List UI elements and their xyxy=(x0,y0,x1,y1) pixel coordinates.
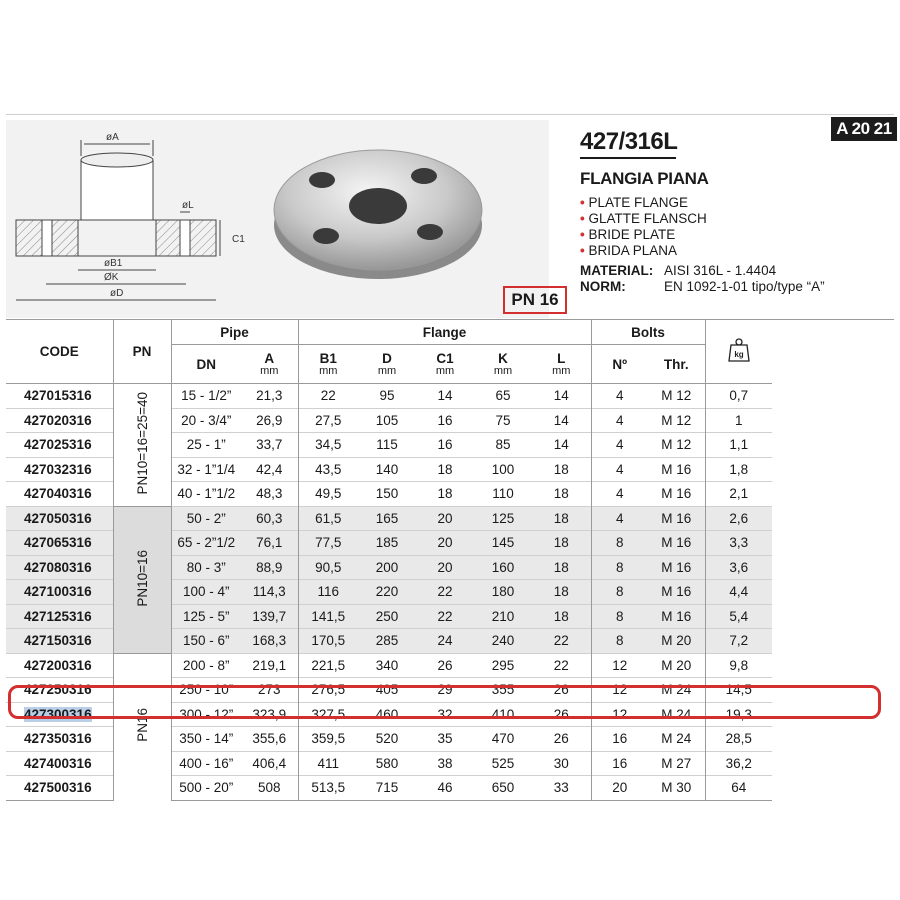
header-c1-label: C1 xyxy=(436,351,454,366)
cell-n: 4 xyxy=(591,433,648,458)
cell-b1: 90,5 xyxy=(298,555,358,580)
cell-d: 715 xyxy=(358,776,416,801)
cell-thr: M 20 xyxy=(648,653,705,678)
cell-d: 520 xyxy=(358,727,416,752)
cell-a: 139,7 xyxy=(241,604,298,629)
cell-thr: M 24 xyxy=(648,727,705,752)
code-text: 427400316 xyxy=(24,755,92,771)
cell-a: 168,3 xyxy=(241,629,298,654)
product-code-title: 427/316L xyxy=(580,128,678,155)
cell-b1: 49,5 xyxy=(298,482,358,507)
cell-c1: 16 xyxy=(416,433,474,458)
cell-code xyxy=(6,751,113,776)
translation-de: • GLATTE FLANSCH xyxy=(580,211,707,227)
cell-kg: 2,1 xyxy=(705,482,772,507)
unit-mm: mm xyxy=(377,365,397,377)
cell-d: 95 xyxy=(358,384,416,409)
cell-l: 18 xyxy=(532,580,591,605)
label-a: øA xyxy=(106,132,119,143)
cell-l: 18 xyxy=(532,457,591,482)
header-dn xyxy=(171,345,241,384)
flange-section-diagram xyxy=(6,120,264,318)
material-label: MATERIAL: xyxy=(580,263,654,278)
header-n: Nº xyxy=(591,345,648,384)
cell-kg: 1 xyxy=(705,408,772,433)
header-a xyxy=(241,345,298,384)
cell-dn: 100 - 4” xyxy=(171,580,241,605)
norm-spec xyxy=(580,279,825,294)
cell-l: 18 xyxy=(532,482,591,507)
norm-label: NORM: xyxy=(580,279,626,294)
translation-en: • PLATE FLANGE xyxy=(580,195,707,211)
cell-n: 8 xyxy=(591,531,648,556)
cell-code xyxy=(6,506,113,531)
cell-code xyxy=(6,580,113,605)
header-l xyxy=(532,345,591,384)
cell-thr: M 20 xyxy=(648,629,705,654)
code-text: 427050316 xyxy=(24,510,92,526)
cell-l: 30 xyxy=(532,751,591,776)
cell-n: 12 xyxy=(591,678,648,703)
cell-thr: M 27 xyxy=(648,751,705,776)
cell-a: 88,9 xyxy=(241,555,298,580)
header-d-label: D xyxy=(382,351,392,366)
pn-group-label: PN16 xyxy=(134,708,150,743)
cell-kg: 19,3 xyxy=(705,702,772,727)
cell-a: 48,3 xyxy=(241,482,298,507)
cell-a: 406,4 xyxy=(241,751,298,776)
code-text: 427350316 xyxy=(24,731,92,747)
cell-d: 250 xyxy=(358,604,416,629)
cell-kg: 1,1 xyxy=(705,433,772,458)
cell-b1: 22 xyxy=(298,384,358,409)
translation-fr: • BRIDE PLATE xyxy=(580,227,707,243)
cell-c1: 29 xyxy=(416,678,474,703)
cell-l: 22 xyxy=(532,629,591,654)
product-name: FLANGIA PIANA xyxy=(580,169,709,188)
cell-dn: 50 - 2” xyxy=(171,506,241,531)
cell-k: 145 xyxy=(474,531,532,556)
cell-a: 76,1 xyxy=(241,531,298,556)
cell-b1: 276,5 xyxy=(298,678,358,703)
header-weight xyxy=(705,320,772,384)
cell-k: 210 xyxy=(474,604,532,629)
cell-b1: 513,5 xyxy=(298,776,358,801)
code-text: 427020316 xyxy=(24,412,92,428)
label-l: øL xyxy=(182,200,194,211)
cell-thr: M 12 xyxy=(648,408,705,433)
cell-k: 180 xyxy=(474,580,532,605)
cell-l: 14 xyxy=(532,408,591,433)
cell-n: 16 xyxy=(591,751,648,776)
code-text: 427200316 xyxy=(24,657,92,673)
cell-b1: 77,5 xyxy=(298,531,358,556)
cell-pn-group xyxy=(113,506,171,653)
cell-code xyxy=(6,653,113,678)
cell-l: 18 xyxy=(532,531,591,556)
unit-mm: mm xyxy=(552,365,571,377)
cell-thr: M 16 xyxy=(648,482,705,507)
cell-c1: 38 xyxy=(416,751,474,776)
cell-k: 525 xyxy=(474,751,532,776)
cell-dn: 250 - 10” xyxy=(171,678,241,703)
cell-kg: 2,6 xyxy=(705,506,772,531)
code-text: 427065316 xyxy=(24,535,92,551)
cell-dn: 125 - 5” xyxy=(171,604,241,629)
cell-k: 110 xyxy=(474,482,532,507)
cell-dn: 150 - 6” xyxy=(171,629,241,654)
cell-n: 12 xyxy=(591,653,648,678)
header-a-label: A xyxy=(264,351,275,366)
cell-dn: 500 - 20” xyxy=(171,776,241,801)
cell-kg: 1,8 xyxy=(705,457,772,482)
cell-k: 65 xyxy=(474,384,532,409)
title-underline xyxy=(580,157,676,159)
header-pipe: Pipe xyxy=(171,320,298,345)
label-b1: øB1 xyxy=(104,258,123,269)
cell-dn: 25 - 1” xyxy=(171,433,241,458)
cell-l: 26 xyxy=(532,702,591,727)
table-row xyxy=(6,653,772,678)
cell-b1: 27,5 xyxy=(298,408,358,433)
cell-code xyxy=(6,555,113,580)
code-text: 427015316 xyxy=(24,388,92,404)
cell-kg: 14,5 xyxy=(705,678,772,703)
cell-d: 115 xyxy=(358,433,416,458)
cell-n: 4 xyxy=(591,457,648,482)
cell-code xyxy=(6,604,113,629)
cell-k: 85 xyxy=(474,433,532,458)
weight-icon-label: kg xyxy=(734,350,744,359)
cell-l: 26 xyxy=(532,727,591,752)
cell-c1: 26 xyxy=(416,653,474,678)
cell-dn: 40 - 1”1/2 xyxy=(171,482,241,507)
cell-a: 355,6 xyxy=(241,727,298,752)
code-text: 427150316 xyxy=(24,633,92,649)
cell-l: 18 xyxy=(532,506,591,531)
cell-dn: 200 - 8” xyxy=(171,653,241,678)
cell-thr: M 24 xyxy=(648,702,705,727)
cell-pn-group xyxy=(113,653,171,800)
technical-drawing xyxy=(6,120,264,318)
code-text: 427032316 xyxy=(24,461,92,477)
cell-kg: 36,2 xyxy=(705,751,772,776)
cell-kg: 3,6 xyxy=(705,555,772,580)
code-text: 427500316 xyxy=(24,780,92,796)
cell-code xyxy=(6,408,113,433)
pn-group-label: PN10=16 xyxy=(134,549,150,607)
code-text: 427125316 xyxy=(24,608,92,624)
cell-c1: 18 xyxy=(416,457,474,482)
cell-d: 140 xyxy=(358,457,416,482)
cell-n: 8 xyxy=(591,604,648,629)
cell-a: 60,3 xyxy=(241,506,298,531)
cell-kg: 28,5 xyxy=(705,727,772,752)
header-b1 xyxy=(298,345,358,384)
header-code: CODE xyxy=(39,344,79,359)
cell-d: 200 xyxy=(358,555,416,580)
header-flange: Flange xyxy=(298,320,591,345)
table-body xyxy=(6,384,772,801)
header-dn-label: DN xyxy=(196,356,216,372)
cell-d: 220 xyxy=(358,580,416,605)
cell-dn: 80 - 3” xyxy=(171,555,241,580)
cell-kg: 0,7 xyxy=(705,384,772,409)
code-text: 427250316 xyxy=(24,682,92,698)
header-thr: Thr. xyxy=(663,356,689,372)
cell-c1: 16 xyxy=(416,408,474,433)
cell-l: 26 xyxy=(532,678,591,703)
page-code-badge: A 20 21 xyxy=(831,117,897,141)
label-c1: C1 xyxy=(232,234,245,245)
header-l-label: L xyxy=(557,351,566,366)
header-d xyxy=(358,345,416,384)
cell-b1: 141,5 xyxy=(298,604,358,629)
cell-pn-group xyxy=(113,384,171,507)
cell-k: 75 xyxy=(474,408,532,433)
code-text: 427080316 xyxy=(24,559,92,575)
cell-k: 355 xyxy=(474,678,532,703)
cell-kg: 5,4 xyxy=(705,604,772,629)
translation-es: • BRIDA PLANA xyxy=(580,243,707,259)
cell-thr: M 16 xyxy=(648,580,705,605)
cell-dn: 65 - 2”1/2 xyxy=(171,531,241,556)
code-text: 427025316 xyxy=(24,437,92,453)
cell-d: 185 xyxy=(358,531,416,556)
cell-kg: 64 xyxy=(705,776,772,801)
product-translations xyxy=(580,195,707,259)
cell-k: 125 xyxy=(474,506,532,531)
cell-thr: M 16 xyxy=(648,604,705,629)
cell-a: 508 xyxy=(241,776,298,801)
cell-c1: 20 xyxy=(416,531,474,556)
pn-badge: PN 16 xyxy=(503,286,567,314)
cell-d: 340 xyxy=(358,653,416,678)
header-pn: PN xyxy=(113,320,171,384)
cell-k: 295 xyxy=(474,653,532,678)
cell-a: 114,3 xyxy=(241,580,298,605)
label-d: øD xyxy=(110,288,124,299)
product-table xyxy=(6,320,772,801)
cell-l: 18 xyxy=(532,555,591,580)
cell-c1: 46 xyxy=(416,776,474,801)
material-value: AISI 316L - 1.4404 xyxy=(664,263,777,278)
cell-dn: 300 - 12” xyxy=(171,702,241,727)
cell-thr: M 16 xyxy=(648,506,705,531)
cell-kg: 3,3 xyxy=(705,531,772,556)
norm-value: EN 1092-1-01 tipo/type “A” xyxy=(664,279,825,294)
cell-code xyxy=(6,776,113,801)
header-k xyxy=(474,345,532,384)
cell-c1: 14 xyxy=(416,384,474,409)
unit-mm: mm xyxy=(319,365,338,377)
cell-a: 21,3 xyxy=(241,384,298,409)
cell-d: 460 xyxy=(358,702,416,727)
code-text: 427040316 xyxy=(24,486,92,502)
cell-b1: 359,5 xyxy=(298,727,358,752)
cell-d: 150 xyxy=(358,482,416,507)
header-b1-label: B1 xyxy=(319,351,337,366)
cell-kg: 7,2 xyxy=(705,629,772,654)
cell-c1: 20 xyxy=(416,555,474,580)
cell-a: 219,1 xyxy=(241,653,298,678)
cell-n: 4 xyxy=(591,506,648,531)
cell-code xyxy=(6,629,113,654)
cell-thr: M 24 xyxy=(648,678,705,703)
cell-d: 405 xyxy=(358,678,416,703)
top-divider xyxy=(6,114,894,115)
cell-b1: 221,5 xyxy=(298,653,358,678)
unit-mm: mm xyxy=(260,365,279,377)
cell-a: 33,7 xyxy=(241,433,298,458)
cell-n: 8 xyxy=(591,580,648,605)
cell-d: 165 xyxy=(358,506,416,531)
cell-a: 323,9 xyxy=(241,702,298,727)
cell-k: 650 xyxy=(474,776,532,801)
cell-n: 4 xyxy=(591,408,648,433)
cell-c1: 32 xyxy=(416,702,474,727)
cell-l: 33 xyxy=(532,776,591,801)
cell-n: 4 xyxy=(591,482,648,507)
cell-c1: 35 xyxy=(416,727,474,752)
header-c1 xyxy=(416,345,474,384)
cell-k: 410 xyxy=(474,702,532,727)
code-text: 427300316 xyxy=(24,706,92,722)
unit-mm: mm xyxy=(493,365,513,377)
cell-n: 12 xyxy=(591,702,648,727)
cell-thr: M 16 xyxy=(648,531,705,556)
cell-k: 470 xyxy=(474,727,532,752)
cell-dn: 20 - 3/4” xyxy=(171,408,241,433)
cell-a: 273 xyxy=(241,678,298,703)
table-row xyxy=(6,384,772,409)
cell-k: 240 xyxy=(474,629,532,654)
cell-l: 14 xyxy=(532,433,591,458)
cell-kg: 4,4 xyxy=(705,580,772,605)
cell-c1: 22 xyxy=(416,580,474,605)
row-highlight-box xyxy=(8,685,881,719)
cell-c1: 18 xyxy=(416,482,474,507)
cell-k: 100 xyxy=(474,457,532,482)
cell-code xyxy=(6,433,113,458)
cell-a: 26,9 xyxy=(241,408,298,433)
cell-b1: 170,5 xyxy=(298,629,358,654)
cell-a: 42,4 xyxy=(241,457,298,482)
cell-kg: 9,8 xyxy=(705,653,772,678)
cell-dn: 15 - 1/2” xyxy=(171,384,241,409)
cell-d: 285 xyxy=(358,629,416,654)
cell-thr: M 12 xyxy=(648,384,705,409)
cell-b1: 116 xyxy=(298,580,358,605)
cell-d: 580 xyxy=(358,751,416,776)
weight-icon xyxy=(728,338,750,362)
cell-b1: 43,5 xyxy=(298,457,358,482)
header-bolts: Bolts xyxy=(591,320,705,345)
cell-n: 8 xyxy=(591,629,648,654)
unit-mm: mm xyxy=(435,365,455,377)
cell-k: 160 xyxy=(474,555,532,580)
cell-b1: 61,5 xyxy=(298,506,358,531)
cell-dn: 32 - 1”1/4 xyxy=(171,457,241,482)
material-spec xyxy=(580,263,776,278)
cell-b1: 327,5 xyxy=(298,702,358,727)
cell-thr: M 12 xyxy=(648,433,705,458)
cell-thr: M 16 xyxy=(648,555,705,580)
cell-l: 22 xyxy=(532,653,591,678)
cell-n: 20 xyxy=(591,776,648,801)
table-row xyxy=(6,506,772,531)
cell-thr: M 16 xyxy=(648,457,705,482)
cell-dn: 400 - 16” xyxy=(171,751,241,776)
cell-code xyxy=(6,482,113,507)
cell-b1: 34,5 xyxy=(298,433,358,458)
cell-code xyxy=(6,457,113,482)
code-text: 427100316 xyxy=(24,584,92,600)
cell-code xyxy=(6,531,113,556)
label-k: ØK xyxy=(104,272,119,283)
cell-n: 8 xyxy=(591,555,648,580)
cell-c1: 20 xyxy=(416,506,474,531)
cell-d: 105 xyxy=(358,408,416,433)
cell-thr: M 30 xyxy=(648,776,705,801)
cell-c1: 22 xyxy=(416,604,474,629)
cell-l: 18 xyxy=(532,604,591,629)
cell-code xyxy=(6,384,113,409)
cell-b1: 411 xyxy=(298,751,358,776)
cell-n: 16 xyxy=(591,727,648,752)
cell-dn: 350 - 14” xyxy=(171,727,241,752)
cell-code xyxy=(6,727,113,752)
cell-l: 14 xyxy=(532,384,591,409)
header-k-label: K xyxy=(498,351,508,366)
cell-n: 4 xyxy=(591,384,648,409)
cell-c1: 24 xyxy=(416,629,474,654)
pn-group-label: PN10=16=25=40 xyxy=(134,392,150,495)
